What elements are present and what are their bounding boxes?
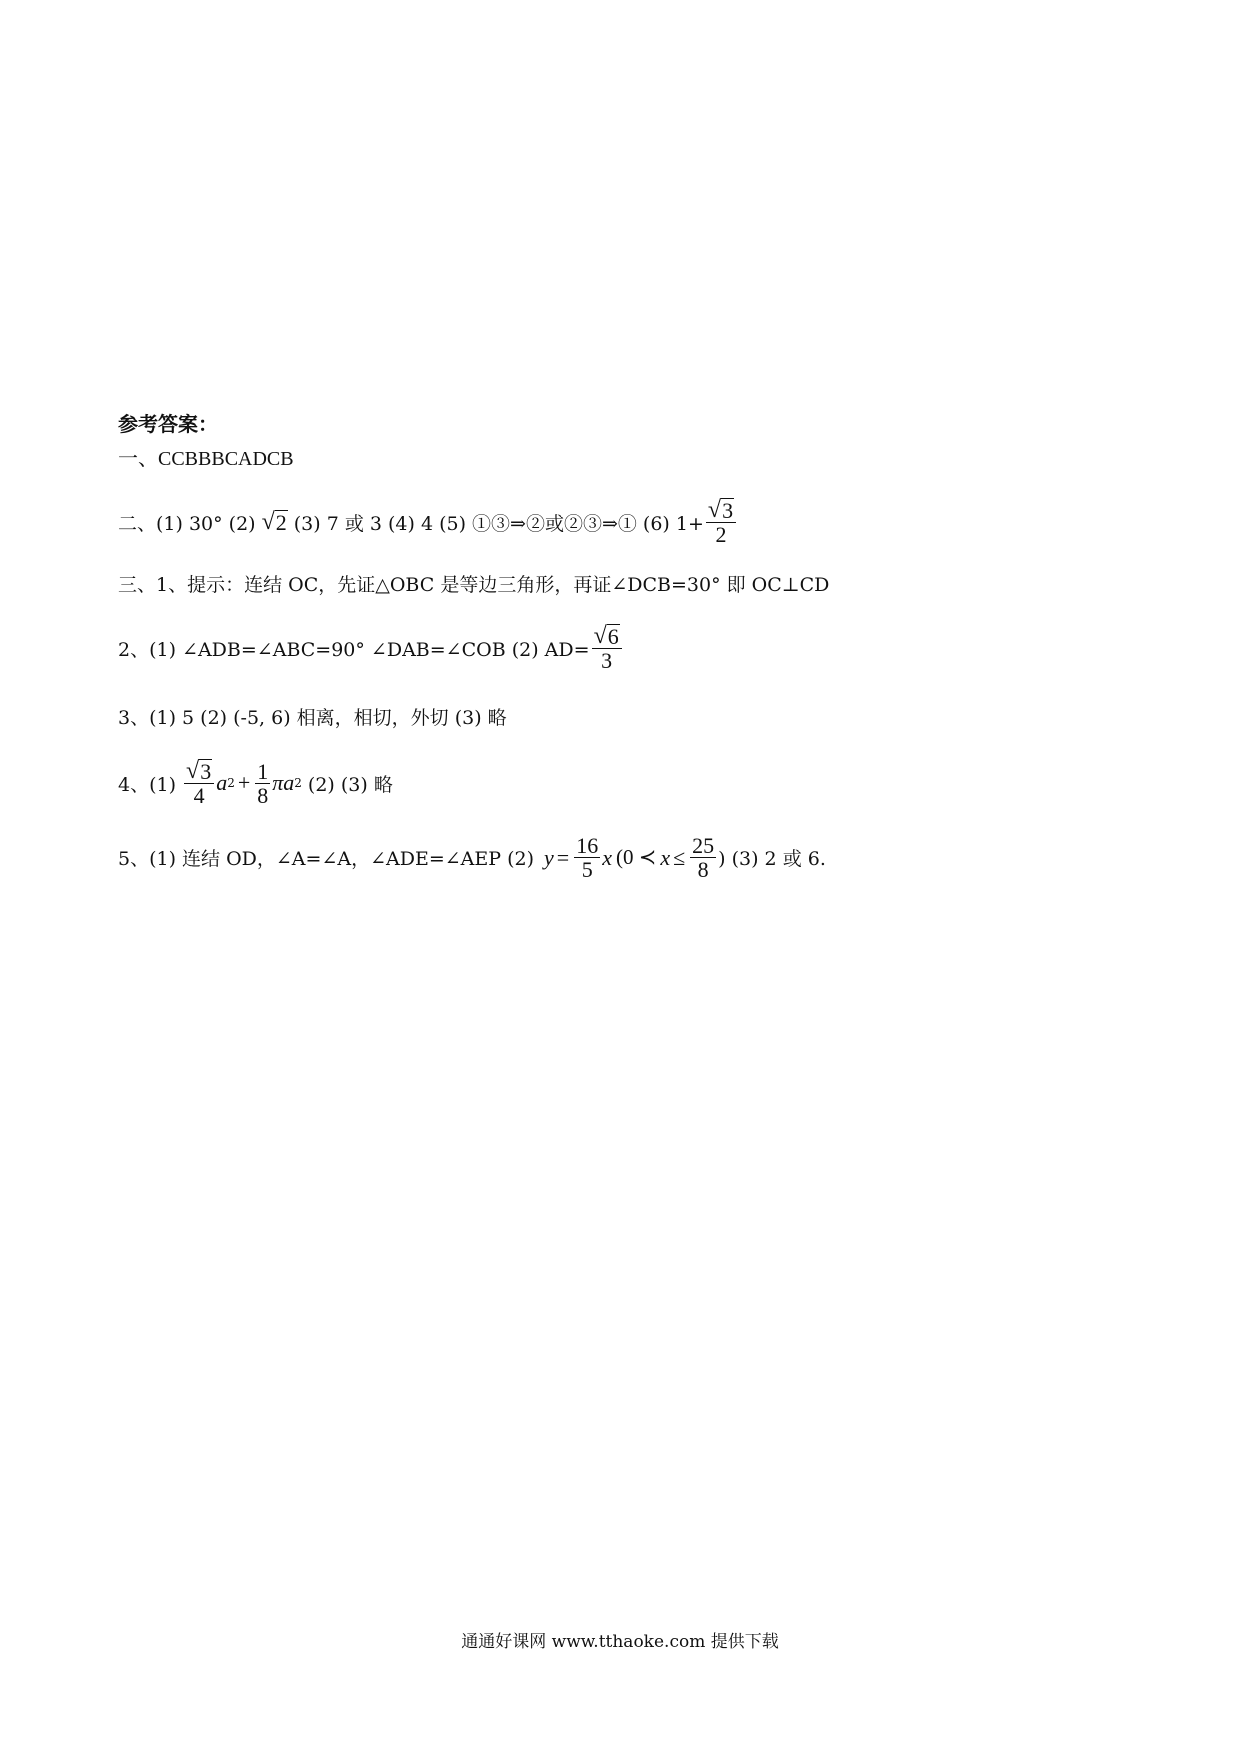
part3-5-suffix: ) (3) 2 或 6. xyxy=(718,848,826,871)
variable-x: x xyxy=(660,844,671,870)
fraction-25-over-8 xyxy=(690,834,716,881)
sqrt-2-radicand: 2 xyxy=(275,510,287,536)
answer-part3-1: 三、1、提示：连结 OC，先证△OBC 是等边三角形，再证∠DCB=30° 即 OC⊥CD xyxy=(118,574,830,596)
answer-part3-3: 3、(1) 5 (2) (-5, 6) 相离，相切，外切 (3) 略 xyxy=(118,707,507,729)
fraction-denominator: 4 xyxy=(193,783,205,809)
exponent: 2 xyxy=(227,776,235,791)
answer-title: 参考答案： xyxy=(118,412,218,436)
answer-part1: 一、CCBBBCADCB xyxy=(118,448,294,470)
sqrt-2 xyxy=(262,510,288,534)
fraction-numerator: 16 xyxy=(576,833,599,858)
variable-a: a xyxy=(216,770,228,796)
fraction-numerator: 1 xyxy=(257,758,269,784)
plus-sign: + xyxy=(237,770,251,796)
part2-middle: (3) 7 或 3 (4) 4 (5) ①③⇒②或②③⇒① (6) 1+ xyxy=(293,512,704,535)
answer-part3-2 xyxy=(118,624,624,672)
answer-part3-5 xyxy=(118,834,826,881)
variable-y: y xyxy=(544,844,554,870)
page-footer: 通通好课网 www.tthaoke.com 提供下载 xyxy=(461,1632,779,1652)
variable-a: a xyxy=(283,770,295,796)
part3-4-prefix: 4、(1) xyxy=(118,773,177,796)
fraction-1-over-8 xyxy=(255,760,270,807)
fraction-sqrt3-over-2: √ 3 2 xyxy=(706,498,736,546)
fraction-16-over-5 xyxy=(574,834,600,881)
equals-sign: = xyxy=(556,844,570,870)
fraction-denominator: 8 xyxy=(257,782,269,808)
fraction-denominator: 5 xyxy=(581,857,593,883)
fraction-numerator: 3 xyxy=(722,498,734,523)
fraction-numerator: 6 xyxy=(607,624,619,649)
fraction-denominator: 2 xyxy=(715,522,727,548)
variable-x: x xyxy=(602,844,612,870)
part3-2-prefix: 2、(1) ∠ADB=∠ABC=90° ∠DAB=∠COB (2) AD= xyxy=(118,638,590,661)
fraction-denominator: 8 xyxy=(697,857,709,883)
pi-symbol: π xyxy=(272,770,284,796)
exponent: 2 xyxy=(294,776,302,791)
fraction-numerator: 25 xyxy=(692,833,715,858)
fraction-numerator: 3 xyxy=(200,759,212,784)
part2-prefix: 二、(1) 30° (2) xyxy=(118,512,256,535)
fraction-sqrt3-over-4: √ 3 4 xyxy=(184,759,214,807)
answer-part3-4 xyxy=(118,759,393,807)
paren-open: (0 ≺ xyxy=(615,845,657,870)
radical-sign: √ xyxy=(261,509,275,536)
less-equal-sign: ≤ xyxy=(673,844,686,870)
answer-part2 xyxy=(118,498,738,546)
fraction-sqrt6-over-3: √ 6 3 xyxy=(592,624,622,672)
part3-4-suffix: (2) (3) 略 xyxy=(307,773,393,796)
part3-5-prefix: 5、(1) 连结 OD，∠A=∠A，∠ADE=∠AEP (2) xyxy=(118,848,535,871)
fraction-denominator: 3 xyxy=(601,648,613,674)
